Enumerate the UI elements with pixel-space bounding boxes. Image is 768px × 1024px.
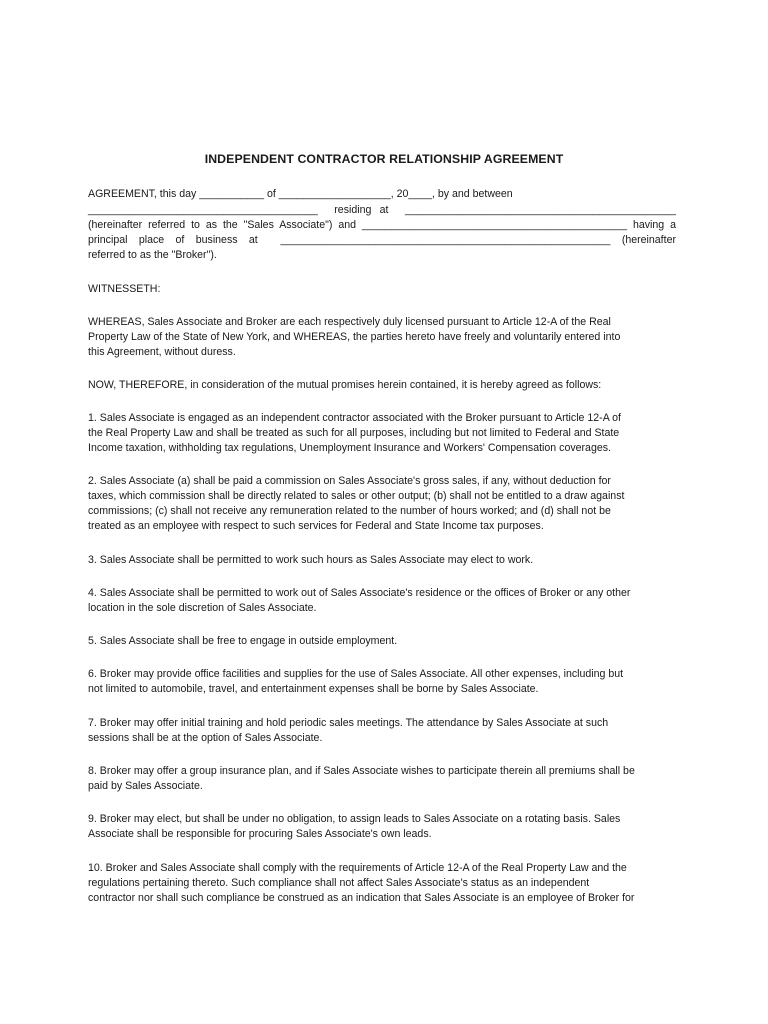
text-line: Associate shall be responsible for procuring Sales Associate's own leads. [88,828,432,840]
text-line: the Real Property Law and shall be treated as such for all purposes, including but not limited to Federal and State [88,427,620,439]
document-title: INDEPENDENT CONTRACTOR RELATIONSHIP AGREEMENT [204,152,564,166]
text-line: WITNESSETH: [88,283,161,295]
text-line: (hereinafter referred to as the "Sales Associate") and _____________________________________________ having a [88,219,676,231]
text-line: contractor nor shall such compliance be construed as an indication that Sales Associate is an employee of Broker for [88,892,635,904]
text-line: 3. Sales Associate shall be permitted to work such hours as Sales Associate may elect to work. [88,554,534,566]
text-line: 5. Sales Associate shall be free to engage in outside employment. [88,635,398,647]
text-line: commissions; (c) shall not receive any remuneration related to the number of hours worked; and (d) shall not be [88,505,611,517]
text-line: Income taxation, withholding tax regulations, Unemployment Insurance and Workers' Compensation coverages. [88,442,611,454]
text-line: 10. Broker and Sales Associate shall comply with the requirements of Article 12-A of the Real Property Law and the [88,862,627,874]
text-line: 1. Sales Associate is engaged as an independent contractor associated with the Broker pursuant to Article 12-A of [88,412,621,424]
text-line: location in the sole discretion of Sales Associate. [88,602,317,614]
text-line: regulations pertaining thereto. Such compliance shall not affect Sales Associate's status as an independent [88,877,590,889]
text-line: 4. Sales Associate shall be permitted to work out of Sales Associate's residence or the offices of Broker or any other [88,587,631,599]
document-page [88,0,680,1024]
text-line: taxes, which commission shall be directly related to sales or other output; (b) shall not be entitled to a draw against [88,490,625,502]
text-line: 7. Broker may offer initial training and hold periodic sales meetings. The attendance by Sales Associate at such [88,717,609,729]
text-line: this Agreement, without duress. [88,346,236,358]
text-line: referred to as the "Broker"). [88,249,217,261]
text-line: sessions shall be at the option of Sales Associate. [88,732,323,744]
text-line: 8. Broker may offer a group insurance plan, and if Sales Associate wishes to participate therein all premiums shall be [88,765,635,777]
text-line: 2. Sales Associate (a) shall be paid a commission on Sales Associate's gross sales, if any, without deduction for [88,475,611,487]
text-line: AGREEMENT, this day ___________ of ___________________, 20____, by and between [88,188,513,200]
text-line: treated as an employee with respect to such services for Federal and State Income tax purposes. [88,520,544,532]
text-line: not limited to automobile, travel, and entertainment expenses shall be borne by Sales Associate. [88,683,539,695]
text-line: paid by Sales Associate. [88,780,203,792]
text-line: WHEREAS, Sales Associate and Broker are each respectively duly licensed pursuant to Article 12-A of the Real [88,316,611,328]
text-line: 6. Broker may provide office facilities and supplies for the use of Sales Associate. All other expenses, including but [88,668,624,680]
text-line: _______________________________________ residing at ______________________________________________ [88,204,676,216]
text-line: principal place of business at ________________________________________________________ (hereinafter [88,234,676,246]
text-line: NOW, THEREFORE, in consideration of the mutual promises herein contained, it is hereby agreed as follows: [88,379,602,391]
text-line: 9. Broker may elect, but shall be under no obligation, to assign leads to Sales Associate on a rotating basis. Sales [88,813,621,825]
text-line: Property Law of the State of New York, and WHEREAS, the parties hereto have freely and voluntarily entered into [88,331,621,343]
